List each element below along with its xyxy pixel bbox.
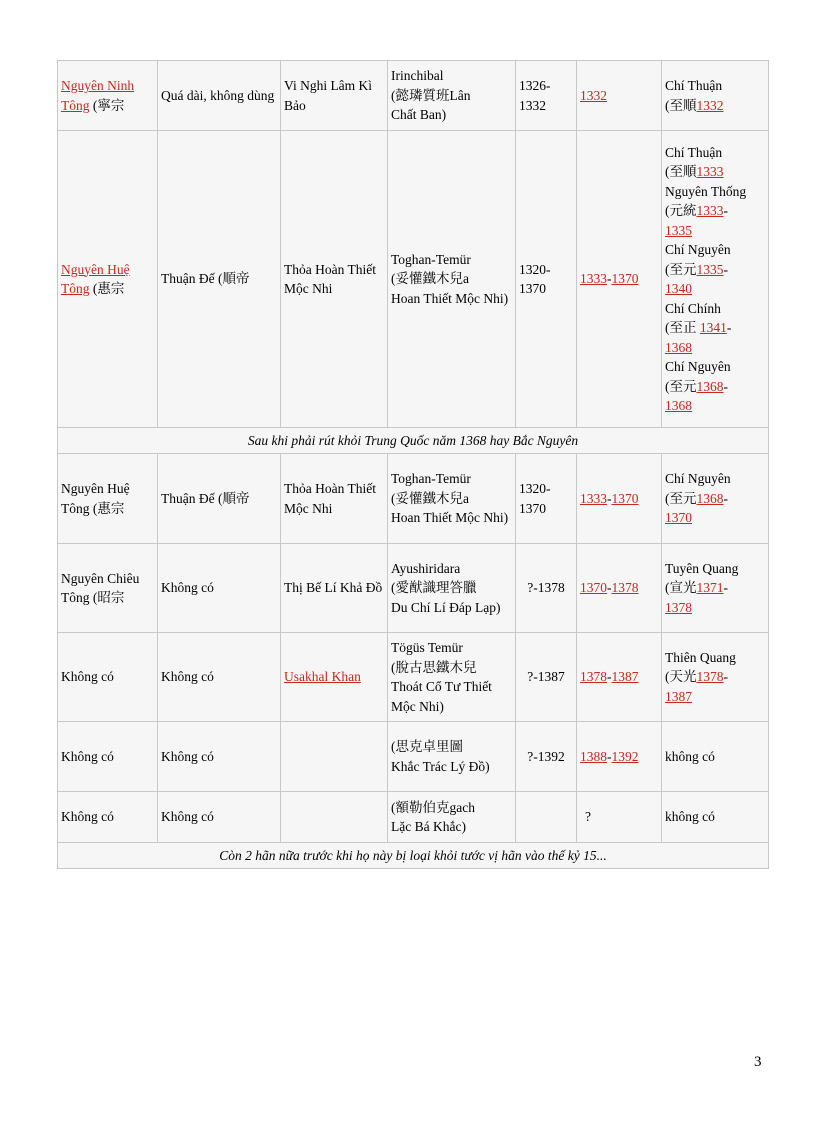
era-chars: (至元 — [665, 490, 697, 506]
era-cell — [662, 131, 769, 428]
given-name-link[interactable]: Usakhal Khan — [284, 669, 361, 685]
personal-name-line: (懿璘質班Lân — [391, 87, 471, 103]
era-dash: - — [723, 203, 728, 218]
reign-dash: - — [607, 490, 612, 506]
section-note: Sau khi phải rút khỏi Trung Quốc năm 1368 hay Bắc Nguyên — [58, 428, 769, 454]
given-name-cell — [281, 722, 388, 792]
era-end-link[interactable]: 1368 — [665, 398, 692, 413]
given-name-cell — [281, 792, 388, 843]
emperor-table — [57, 60, 769, 869]
era-chars: (至順 — [665, 97, 697, 113]
temple-name-link[interactable]: Nguyên Ninh Tông — [61, 78, 135, 113]
era-chars: (元統 — [665, 203, 697, 218]
temple-name-text: (惠宗 — [89, 281, 125, 296]
personal-name-cell — [388, 633, 516, 722]
era-end-link[interactable]: 1378 — [665, 599, 692, 615]
personal-name-line: (妥懽鐵木兒a — [391, 271, 469, 287]
lifespan-cell — [516, 633, 577, 722]
era-end-link[interactable]: 1335 — [665, 222, 692, 238]
lifespan-cell — [516, 131, 577, 428]
table-row — [58, 792, 769, 843]
table-row — [58, 454, 769, 544]
temple-name-cell — [58, 544, 158, 633]
temple-name-cell — [58, 131, 158, 428]
era-start-link[interactable]: 1341 — [699, 320, 727, 335]
personal-name-line: Toghan-Temür — [391, 251, 471, 267]
personal-name-cell — [388, 61, 516, 131]
lifespan-end: 1370 — [519, 281, 546, 296]
reign-cell — [577, 722, 662, 792]
temple-name-cell — [58, 454, 158, 544]
era-text: không có — [665, 809, 715, 825]
lifespan-start: ?-1387 — [527, 669, 565, 685]
temple-name-cell — [58, 722, 158, 792]
given-name-cell — [281, 633, 388, 722]
reign-start-link[interactable]: 1332 — [580, 87, 607, 103]
era-cell — [662, 633, 769, 722]
reign-end-link[interactable]: 1392 — [611, 748, 639, 764]
given-name-text: Thỏa Hoàn Thiết Mộc Nhi — [284, 261, 376, 296]
section-note: Còn 2 hãn nữa trước khi họ này bị loại khỏi tước vị hãn vào thế kỷ 15... — [58, 843, 769, 869]
temple-name-text: Nguyên Huệ Tông (惠宗 — [61, 481, 130, 516]
era-name: Thiên Quang — [665, 649, 736, 665]
reign-start-link[interactable]: 1378 — [580, 669, 607, 685]
reign-end-link[interactable]: 1387 — [611, 669, 639, 685]
lifespan-end: 1332 — [519, 97, 546, 113]
era-start-link[interactable]: 1378 — [696, 669, 724, 685]
era-chars: (至元 — [665, 261, 697, 277]
reign-start-link[interactable]: 1388 — [580, 748, 607, 764]
reign-cell — [577, 792, 662, 843]
era-name: Chí Thuận — [665, 144, 723, 160]
temple-name-text: Nguyên Chiêu Tông (昭宗 — [61, 570, 140, 605]
temple-name-text: Không có — [61, 748, 114, 764]
era-dash: - — [723, 490, 728, 506]
era-name: Chí Nguyên — [665, 359, 731, 374]
table-row — [58, 544, 769, 633]
reign-end-link[interactable]: 1370 — [611, 271, 639, 287]
era-end-link[interactable]: 1368 — [665, 339, 692, 355]
era-start-link[interactable]: 1335 — [696, 261, 724, 277]
personal-name-line: Thoát Cổ Tư Thiết Mộc Nhi) — [391, 679, 492, 714]
era-dash: - — [726, 320, 732, 335]
reign-cell — [577, 633, 662, 722]
posthumous-name-cell: Không có — [158, 792, 281, 843]
reign-cell — [577, 544, 662, 633]
posthumous-name-cell: Không có — [158, 633, 281, 722]
era-text: không có — [665, 748, 715, 764]
lifespan-start: ?-1378 — [527, 580, 565, 596]
personal-name-line: Khắc Trác Lý Đồ) — [391, 758, 490, 774]
posthumous-name-cell: Quá dài, không dùng — [158, 61, 281, 131]
era-name: Chí Nguyên — [665, 242, 731, 257]
personal-name-line: Ayushiridara — [391, 560, 461, 576]
personal-name-cell — [388, 131, 516, 428]
posthumous-name-cell: Không có — [158, 544, 281, 633]
personal-name-line: (愛猷識理答臘 — [391, 580, 477, 596]
era-cell — [662, 544, 769, 633]
era-end-link[interactable]: 1387 — [665, 688, 692, 704]
temple-name-link[interactable]: Nguyên Huệ Tông — [61, 261, 130, 296]
table-row — [58, 428, 769, 454]
era-start-link[interactable]: 1368 — [696, 378, 724, 394]
personal-name-line: (思克卓里圖 — [391, 739, 463, 754]
lifespan-cell — [516, 722, 577, 792]
posthumous-name-cell: Thuận Đế (順帝 — [158, 454, 281, 544]
era-end-link[interactable]: 1370 — [665, 510, 692, 526]
era-start-link[interactable]: 1371 — [696, 580, 724, 596]
reign-cell — [577, 131, 662, 428]
lifespan-start: 1320- — [519, 481, 551, 496]
reign-dash: - — [607, 580, 612, 596]
temple-name-cell — [58, 61, 158, 131]
reign-cell — [577, 454, 662, 544]
era-chars: (天光 — [665, 669, 697, 685]
era-dash: - — [723, 669, 728, 685]
given-name-cell — [281, 544, 388, 633]
personal-name-line: Lặc Bá Khắc) — [391, 819, 466, 834]
era-start-link[interactable]: 1368 — [696, 490, 724, 506]
era-start-link[interactable]: 1333 — [696, 203, 724, 218]
personal-name-line: (額勒伯克gach — [391, 799, 475, 815]
table-row — [58, 843, 769, 869]
era-start-link[interactable]: 1332 — [696, 97, 724, 113]
era-cell — [662, 61, 769, 131]
reign-end-link[interactable]: 1378 — [611, 580, 639, 596]
posthumous-name-cell: Không có — [158, 722, 281, 792]
era-chars: (至元 — [665, 378, 697, 394]
lifespan-start: ?-1392 — [527, 748, 565, 764]
era-name: Nguyên Thống — [665, 183, 747, 199]
table-row — [58, 633, 769, 722]
reign-end-link[interactable]: 1370 — [611, 490, 639, 506]
lifespan-start: 1320- — [519, 261, 551, 277]
lifespan-cell — [516, 544, 577, 633]
reign-start-link[interactable]: 1370 — [580, 580, 607, 596]
temple-name-cell — [58, 792, 158, 843]
given-name-text: Vi Nghi Lâm Kì Bảo — [284, 78, 373, 113]
reign-dash: - — [607, 271, 612, 287]
given-name-cell — [281, 454, 388, 544]
era-chars: (至順 — [665, 164, 697, 179]
personal-name-line: Hoan Thiết Mộc Nhi) — [391, 290, 509, 306]
reign-start-link[interactable]: 1333 — [580, 271, 607, 287]
era-start-link[interactable]: 1333 — [696, 164, 724, 179]
personal-name-line: (妥懽鐵木兒a — [391, 490, 469, 506]
table-row — [58, 722, 769, 792]
personal-name-line: Du Chí Lí Đáp Lạp) — [391, 599, 501, 615]
era-name: Chí Chính — [665, 300, 721, 316]
temple-name-cell — [58, 633, 158, 722]
personal-name-cell — [388, 722, 516, 792]
era-name: Chí Nguyên — [665, 471, 731, 487]
era-end-link[interactable]: 1340 — [665, 281, 692, 296]
era-cell — [662, 722, 769, 792]
reign-text: ? — [585, 809, 591, 825]
table-row — [58, 131, 769, 428]
lifespan-start: 1326- — [519, 78, 551, 93]
table-row — [58, 61, 769, 131]
personal-name-line: Tögüs Temür — [391, 640, 463, 655]
era-dash: - — [723, 261, 728, 277]
personal-name-line: Toghan-Temür — [391, 471, 471, 487]
personal-name-line: Chất Ban) — [391, 107, 447, 123]
era-name: Tuyên Quang — [665, 560, 739, 576]
personal-name-cell — [388, 544, 516, 633]
personal-name-cell — [388, 454, 516, 544]
page-number: 3 — [754, 1054, 762, 1070]
era-chars: (宣光 — [665, 580, 697, 596]
temple-name-text: Không có — [61, 669, 114, 685]
era-cell — [662, 454, 769, 544]
personal-name-cell — [388, 792, 516, 843]
reign-cell — [577, 61, 662, 131]
reign-dash: - — [607, 748, 612, 764]
lifespan-cell — [516, 454, 577, 544]
temple-name-text: Không có — [61, 809, 114, 825]
temple-name-text: (寧宗 — [89, 97, 125, 113]
given-name-text: Thỏa Hoàn Thiết Mộc Nhi — [284, 481, 376, 516]
lifespan-cell — [516, 61, 577, 131]
posthumous-name-cell: Thuận Đế (順帝 — [158, 131, 281, 428]
lifespan-end: 1370 — [519, 500, 546, 516]
lifespan-cell — [516, 792, 577, 843]
era-dash: - — [723, 580, 728, 596]
personal-name-line: Irinchibal — [391, 68, 444, 84]
given-name-cell — [281, 61, 388, 131]
era-dash: - — [723, 378, 728, 394]
personal-name-line: Hoan Thiết Mộc Nhi) — [391, 510, 509, 526]
personal-name-line: (脫古思鐵木兒 — [391, 659, 477, 675]
era-chars: (至正 — [665, 320, 700, 335]
reign-dash: - — [607, 669, 612, 685]
reign-start-link[interactable]: 1333 — [580, 490, 607, 506]
given-name-text: Thị Bế Lí Khả Đồ — [284, 580, 383, 596]
given-name-cell — [281, 131, 388, 428]
era-cell — [662, 792, 769, 843]
era-name: Chí Thuận — [665, 78, 723, 93]
